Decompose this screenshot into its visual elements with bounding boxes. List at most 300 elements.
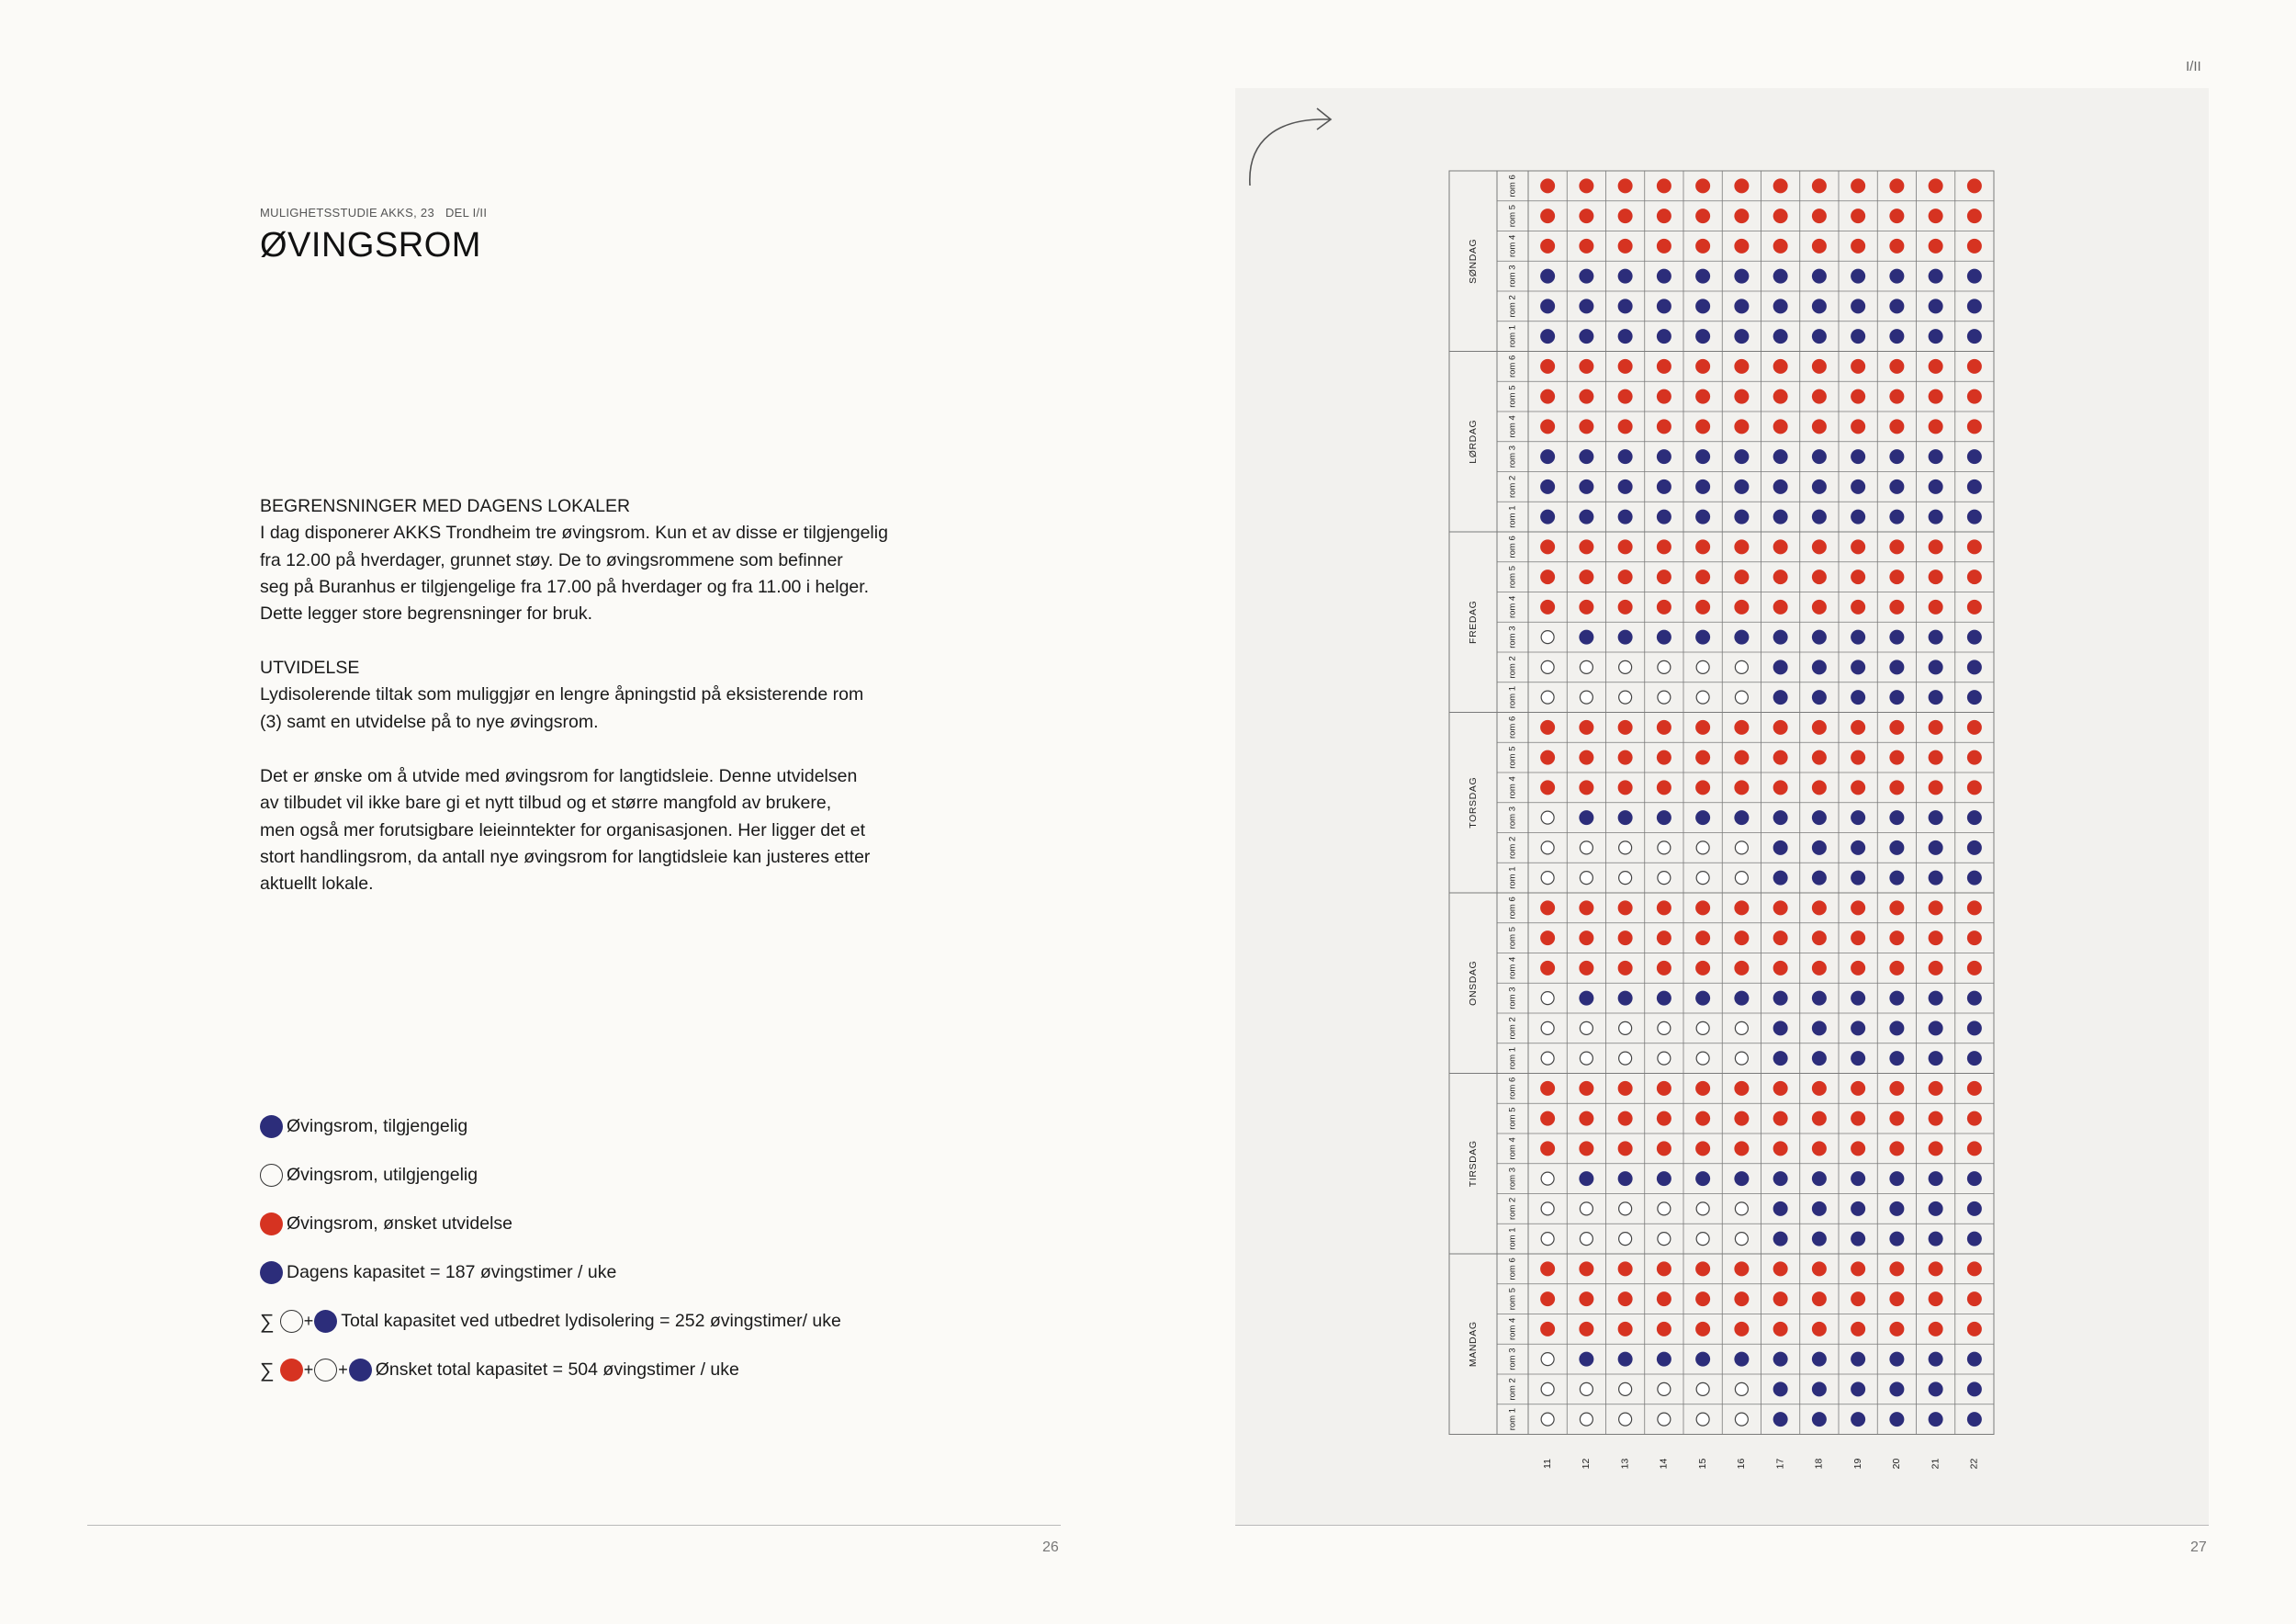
slot-expansion <box>1967 780 1982 795</box>
slot-expansion <box>1657 930 1671 945</box>
slot-expansion <box>1812 178 1827 193</box>
slot-available <box>1967 1201 1982 1216</box>
slot-available <box>1773 299 1788 313</box>
slot-expansion <box>1618 359 1633 374</box>
slot-expansion <box>1618 930 1633 945</box>
slot-available <box>1967 479 1982 494</box>
slot-expansion <box>1889 750 1904 765</box>
slot-expansion <box>1540 900 1555 915</box>
slot-available <box>1773 1412 1788 1427</box>
slot-expansion <box>1773 389 1788 404</box>
slot-available <box>1929 991 1943 1006</box>
room-label: rom 1 <box>1507 1046 1518 1070</box>
slot-available <box>1657 810 1671 825</box>
slot-available <box>1812 329 1827 344</box>
slot-available <box>1618 630 1633 645</box>
slot-available <box>1967 1412 1982 1427</box>
slot-available <box>1812 1352 1827 1367</box>
slot-unavailable <box>1658 1233 1671 1246</box>
slot-available <box>1695 991 1710 1006</box>
slot-unavailable <box>1619 660 1632 673</box>
slot-available <box>1929 449 1943 464</box>
slot-expansion <box>1695 1141 1710 1156</box>
slot-expansion <box>1579 750 1593 765</box>
slot-expansion <box>1540 209 1555 223</box>
slot-available <box>1579 810 1593 825</box>
slot-available <box>1657 1171 1671 1186</box>
slot-expansion <box>1812 359 1827 374</box>
slot-available <box>1851 630 1865 645</box>
slot-expansion <box>1695 961 1710 976</box>
slot-expansion <box>1657 1141 1671 1156</box>
slot-available <box>1851 1021 1865 1035</box>
slot-expansion <box>1540 780 1555 795</box>
slot-expansion <box>1579 1261 1593 1276</box>
slot-available <box>1657 991 1671 1006</box>
slot-available <box>1618 329 1633 344</box>
slot-available <box>1889 1352 1904 1367</box>
slot-available <box>1579 299 1593 313</box>
slot-expansion <box>1851 780 1865 795</box>
slot-expansion <box>1967 209 1982 223</box>
slot-expansion <box>1579 1141 1593 1156</box>
slot-available <box>1889 840 1904 855</box>
room-label: rom 1 <box>1507 685 1518 709</box>
room-label: rom 6 <box>1507 1257 1518 1280</box>
slot-available <box>1851 690 1865 705</box>
slot-expansion <box>1540 600 1555 615</box>
slot-expansion <box>1773 419 1788 434</box>
slot-available <box>1967 690 1982 705</box>
slot-available <box>1967 991 1982 1006</box>
slot-available <box>1695 299 1710 313</box>
slot-available <box>1967 269 1982 284</box>
slot-available <box>1812 690 1827 705</box>
slot-expansion <box>1540 1291 1555 1306</box>
slot-expansion <box>1812 539 1827 554</box>
slot-available <box>1657 479 1671 494</box>
slot-expansion <box>1695 359 1710 374</box>
slot-expansion <box>1851 359 1865 374</box>
room-label: rom 6 <box>1507 355 1518 378</box>
hour-tick-label: 22 <box>1968 1458 1980 1470</box>
slot-expansion <box>1812 419 1827 434</box>
slot-expansion <box>1889 900 1904 915</box>
slot-expansion <box>1929 750 1943 765</box>
slot-available <box>1812 810 1827 825</box>
hour-tick-label: 17 <box>1774 1458 1786 1470</box>
slot-available <box>1929 510 1943 524</box>
legend-label: Øvingsrom, ønsket utvidelse <box>287 1213 513 1234</box>
slot-expansion <box>1695 1291 1710 1306</box>
slot-expansion <box>1929 419 1943 434</box>
slot-available <box>1929 299 1943 313</box>
slot-expansion <box>1579 1081 1593 1096</box>
slot-expansion <box>1734 780 1749 795</box>
plus-sign: + <box>303 1312 314 1330</box>
slot-expansion <box>1812 780 1827 795</box>
hour-tick-label: 15 <box>1696 1458 1708 1470</box>
slot-available <box>1889 991 1904 1006</box>
room-label: rom 4 <box>1507 415 1518 438</box>
slot-available <box>1773 1051 1788 1066</box>
page-number-right: 27 <box>2190 1539 2207 1555</box>
slot-available <box>1773 1201 1788 1216</box>
slot-available <box>1579 991 1593 1006</box>
sigma-icon: ∑ <box>260 1358 275 1382</box>
slot-expansion <box>1812 720 1827 735</box>
slot-unavailable <box>1696 841 1709 854</box>
slot-available <box>1812 1382 1827 1396</box>
day-label: TIRSDAG <box>1467 1140 1479 1188</box>
slot-expansion <box>1773 1291 1788 1306</box>
room-label: rom 5 <box>1507 926 1518 950</box>
slot-expansion <box>1812 1141 1827 1156</box>
slot-available <box>1812 991 1827 1006</box>
slot-expansion <box>1695 389 1710 404</box>
slot-unavailable <box>1541 992 1554 1005</box>
slot-available <box>1618 449 1633 464</box>
slot-expansion <box>1773 720 1788 735</box>
room-label: rom 2 <box>1507 295 1518 318</box>
slot-available <box>1579 329 1593 344</box>
slot-expansion <box>1618 600 1633 615</box>
slot-available <box>1967 660 1982 674</box>
slot-available <box>1929 269 1943 284</box>
slot-unavailable <box>1541 811 1554 824</box>
slot-available <box>1579 630 1593 645</box>
slot-available <box>1734 479 1749 494</box>
slot-available <box>1773 1382 1788 1396</box>
paragraph-line: I dag disponerer AKKS Trondheim tre øvingsrom. Kun et av disse er tilgjengelig <box>260 523 888 544</box>
slot-expansion <box>1579 570 1593 584</box>
slot-expansion <box>1967 1081 1982 1096</box>
slot-expansion <box>1929 961 1943 976</box>
slot-expansion <box>1657 720 1671 735</box>
slot-available <box>1851 510 1865 524</box>
slot-expansion <box>1579 419 1593 434</box>
kicker-study: MULIGHETSSTUDIE AKKS, 23 <box>260 206 434 220</box>
slot-expansion <box>1773 1081 1788 1096</box>
slot-available <box>1618 1171 1633 1186</box>
hour-tick-label: 20 <box>1891 1458 1903 1470</box>
slot-expansion <box>1657 1291 1671 1306</box>
slot-available <box>1812 660 1827 674</box>
slot-unavailable <box>1541 691 1554 704</box>
room-label: rom 3 <box>1507 265 1518 288</box>
slot-unavailable <box>1580 1021 1593 1034</box>
room-label: rom 6 <box>1507 175 1518 197</box>
slot-available <box>1734 630 1749 645</box>
slot-expansion <box>1851 720 1865 735</box>
slot-expansion <box>1618 1111 1633 1126</box>
page-title: ØVINGSROM <box>260 226 481 265</box>
slot-expansion <box>1889 1111 1904 1126</box>
slot-expansion <box>1657 209 1671 223</box>
room-label: rom 4 <box>1507 234 1518 258</box>
slot-expansion <box>1734 1291 1749 1306</box>
room-label: rom 1 <box>1507 1227 1518 1250</box>
slot-available <box>1929 1232 1943 1246</box>
slot-available <box>1812 840 1827 855</box>
slot-expansion <box>1540 750 1555 765</box>
slot-available <box>1889 1412 1904 1427</box>
slot-expansion <box>1734 961 1749 976</box>
room-label: rom 5 <box>1507 746 1518 769</box>
slot-expansion <box>1967 1291 1982 1306</box>
slot-expansion <box>1773 359 1788 374</box>
slot-available <box>1695 510 1710 524</box>
section-heading-limitations: BEGRENSNINGER MED DAGENS LOKALER <box>260 496 631 516</box>
slot-expansion <box>1889 570 1904 584</box>
room-label: rom 4 <box>1507 1137 1518 1160</box>
slot-expansion <box>1657 1322 1671 1336</box>
section-heading-expansion: UTVIDELSE <box>260 658 360 678</box>
slot-available <box>1929 1021 1943 1035</box>
slot-expansion <box>1695 900 1710 915</box>
slot-expansion <box>1657 600 1671 615</box>
slot-expansion <box>1812 1322 1827 1336</box>
slot-unavailable <box>1735 1413 1748 1426</box>
slot-expansion <box>1695 1111 1710 1126</box>
slot-expansion <box>1657 900 1671 915</box>
slot-expansion <box>1773 1322 1788 1336</box>
slot-expansion <box>1889 930 1904 945</box>
slot-expansion <box>1695 570 1710 584</box>
legend-label: Øvingsrom, utilgjengelig <box>287 1165 478 1185</box>
slot-available <box>1851 1201 1865 1216</box>
slot-expansion <box>1929 570 1943 584</box>
slot-expansion <box>1579 930 1593 945</box>
slot-expansion <box>1579 720 1593 735</box>
legend-label: Dagens kapasitet = 187 øvingstimer / uke <box>287 1262 617 1282</box>
slot-available <box>1851 871 1865 885</box>
slot-unavailable <box>1735 872 1748 885</box>
legend-label: Ønsket total kapasitet = 504 øvingstimer / uke <box>375 1359 739 1380</box>
hour-tick-label: 16 <box>1736 1458 1748 1470</box>
paragraph-line: men også mer forutsigbare leieinntekter for organisasjonen. Her ligger det et <box>260 819 866 840</box>
slot-expansion <box>1773 178 1788 193</box>
slot-expansion <box>1540 389 1555 404</box>
day-label: ONSDAG <box>1467 960 1479 1006</box>
slot-expansion <box>1657 1081 1671 1096</box>
slot-expansion <box>1889 600 1904 615</box>
slot-expansion <box>1889 389 1904 404</box>
slot-expansion <box>1695 1261 1710 1276</box>
slot-available <box>1540 510 1555 524</box>
slot-unavailable <box>1696 660 1709 673</box>
slot-available <box>1851 1232 1865 1246</box>
slot-expansion <box>1734 750 1749 765</box>
slot-available <box>1851 1352 1865 1367</box>
slot-expansion <box>1967 570 1982 584</box>
slot-available <box>1967 1171 1982 1186</box>
slot-available <box>1657 510 1671 524</box>
slot-expansion <box>1851 1261 1865 1276</box>
slot-available <box>1773 1352 1788 1367</box>
slot-available <box>1851 1171 1865 1186</box>
room-label: rom 6 <box>1507 716 1518 739</box>
slot-expansion <box>1851 750 1865 765</box>
slot-expansion <box>1929 1111 1943 1126</box>
slot-available <box>1967 449 1982 464</box>
slot-available <box>1851 269 1865 284</box>
slot-expansion <box>1812 1081 1827 1096</box>
slot-available <box>1967 1382 1982 1396</box>
slot-unavailable <box>1658 1202 1671 1215</box>
slot-unavailable <box>1696 1021 1709 1034</box>
slot-unavailable <box>1658 841 1671 854</box>
slot-expansion <box>1773 570 1788 584</box>
slot-unavailable <box>1735 1052 1748 1065</box>
hour-tick-label: 21 <box>1930 1458 1941 1470</box>
slot-unavailable <box>1580 660 1593 673</box>
slot-expansion <box>1812 930 1827 945</box>
slot-available <box>1812 871 1827 885</box>
slot-expansion <box>1929 720 1943 735</box>
slot-available <box>1812 479 1827 494</box>
slot-expansion <box>1540 961 1555 976</box>
slot-expansion <box>1929 1261 1943 1276</box>
slot-available <box>1540 329 1555 344</box>
slot-unavailable <box>1619 1413 1632 1426</box>
slot-expansion <box>1929 359 1943 374</box>
slot-expansion <box>1889 539 1904 554</box>
slot-available <box>1929 1171 1943 1186</box>
slot-unavailable <box>1619 1052 1632 1065</box>
slot-expansion <box>1929 900 1943 915</box>
slot-expansion <box>1695 780 1710 795</box>
slot-available <box>1851 299 1865 313</box>
room-label: rom 5 <box>1507 1107 1518 1130</box>
slot-expansion <box>1579 1322 1593 1336</box>
slot-expansion <box>1773 961 1788 976</box>
day-label: SØNDAG <box>1467 238 1479 284</box>
slot-expansion <box>1540 239 1555 254</box>
slot-expansion <box>1773 930 1788 945</box>
slot-expansion <box>1734 600 1749 615</box>
room-label: rom 3 <box>1507 987 1518 1009</box>
slot-available <box>1851 810 1865 825</box>
slot-expansion <box>1929 600 1943 615</box>
slot-available <box>1734 1352 1749 1367</box>
paragraph-line: fra 12.00 på hverdager, grunnet støy. De to øvingsrommene som befinner <box>260 549 843 570</box>
slot-available <box>1889 329 1904 344</box>
slot-expansion <box>1773 780 1788 795</box>
slot-available <box>1812 1051 1827 1066</box>
slot-expansion <box>1734 1081 1749 1096</box>
slot-unavailable <box>1735 1382 1748 1395</box>
slot-available <box>1967 1232 1982 1246</box>
slot-expansion <box>1967 961 1982 976</box>
slot-expansion <box>1889 419 1904 434</box>
slot-unavailable <box>1658 1413 1671 1426</box>
slot-available <box>1618 1352 1633 1367</box>
slot-expansion <box>1967 178 1982 193</box>
slot-expansion <box>1929 930 1943 945</box>
slot-available <box>1540 449 1555 464</box>
room-label: rom 4 <box>1507 1317 1518 1341</box>
day-label: TORSDAG <box>1467 776 1479 829</box>
slot-expansion <box>1734 720 1749 735</box>
slot-expansion <box>1851 209 1865 223</box>
sigma-icon: ∑ <box>260 1309 275 1333</box>
slot-unavailable <box>1696 872 1709 885</box>
slot-available <box>1967 871 1982 885</box>
slot-unavailable <box>1541 1021 1554 1034</box>
slot-expansion <box>1695 1081 1710 1096</box>
slot-expansion <box>1579 961 1593 976</box>
slot-unavailable <box>1658 1052 1671 1065</box>
slot-unavailable <box>1735 660 1748 673</box>
slot-available <box>1579 1171 1593 1186</box>
room-label: rom 1 <box>1507 866 1518 889</box>
slot-expansion <box>1618 1081 1633 1096</box>
slot-unavailable <box>1541 1052 1554 1065</box>
slot-expansion <box>1657 570 1671 584</box>
slot-available <box>1889 1021 1904 1035</box>
slot-unavailable <box>1696 1052 1709 1065</box>
plus-sign: + <box>303 1360 314 1379</box>
slot-expansion <box>1579 539 1593 554</box>
slot-expansion <box>1929 389 1943 404</box>
slot-available <box>1929 479 1943 494</box>
slot-expansion <box>1967 389 1982 404</box>
slot-unavailable <box>1619 1202 1632 1215</box>
slot-available <box>1540 269 1555 284</box>
slot-available <box>1929 329 1943 344</box>
slot-expansion <box>1695 178 1710 193</box>
slot-available <box>1929 1382 1943 1396</box>
slot-expansion <box>1618 961 1633 976</box>
slot-expansion <box>1734 419 1749 434</box>
slot-expansion <box>1967 1322 1982 1336</box>
slot-expansion <box>1929 209 1943 223</box>
slot-expansion <box>1734 930 1749 945</box>
slot-unavailable <box>1541 1353 1554 1366</box>
slot-available <box>1579 1352 1593 1367</box>
room-label: rom 3 <box>1507 1348 1518 1370</box>
slot-available <box>1929 840 1943 855</box>
slot-available <box>1929 810 1943 825</box>
slot-expansion <box>1812 239 1827 254</box>
slot-expansion <box>1929 239 1943 254</box>
slot-available <box>1967 329 1982 344</box>
paragraph-line: seg på Buranhus er tilgjengelige fra 17.00 på hverdager og fra 11.00 i helger. <box>260 576 870 597</box>
slot-expansion <box>1734 389 1749 404</box>
room-label: rom 5 <box>1507 1287 1518 1311</box>
slot-expansion <box>1929 780 1943 795</box>
slot-expansion <box>1851 239 1865 254</box>
slot-available <box>1851 449 1865 464</box>
slot-available <box>1851 1051 1865 1066</box>
slot-expansion <box>1657 1111 1671 1126</box>
slot-available <box>1695 479 1710 494</box>
slot-available <box>1812 1412 1827 1427</box>
slot-available <box>1851 660 1865 674</box>
slot-available <box>1579 510 1593 524</box>
slot-expansion <box>1929 539 1943 554</box>
slot-available <box>1773 871 1788 885</box>
room-label: rom 2 <box>1507 656 1518 679</box>
slot-unavailable <box>1619 1233 1632 1246</box>
slot-available <box>1618 269 1633 284</box>
slot-expansion <box>1734 178 1749 193</box>
hour-tick-label: 12 <box>1581 1458 1593 1470</box>
slot-expansion <box>1579 1291 1593 1306</box>
slot-unavailable <box>1580 691 1593 704</box>
footer-rule-right <box>1235 1525 2209 1526</box>
